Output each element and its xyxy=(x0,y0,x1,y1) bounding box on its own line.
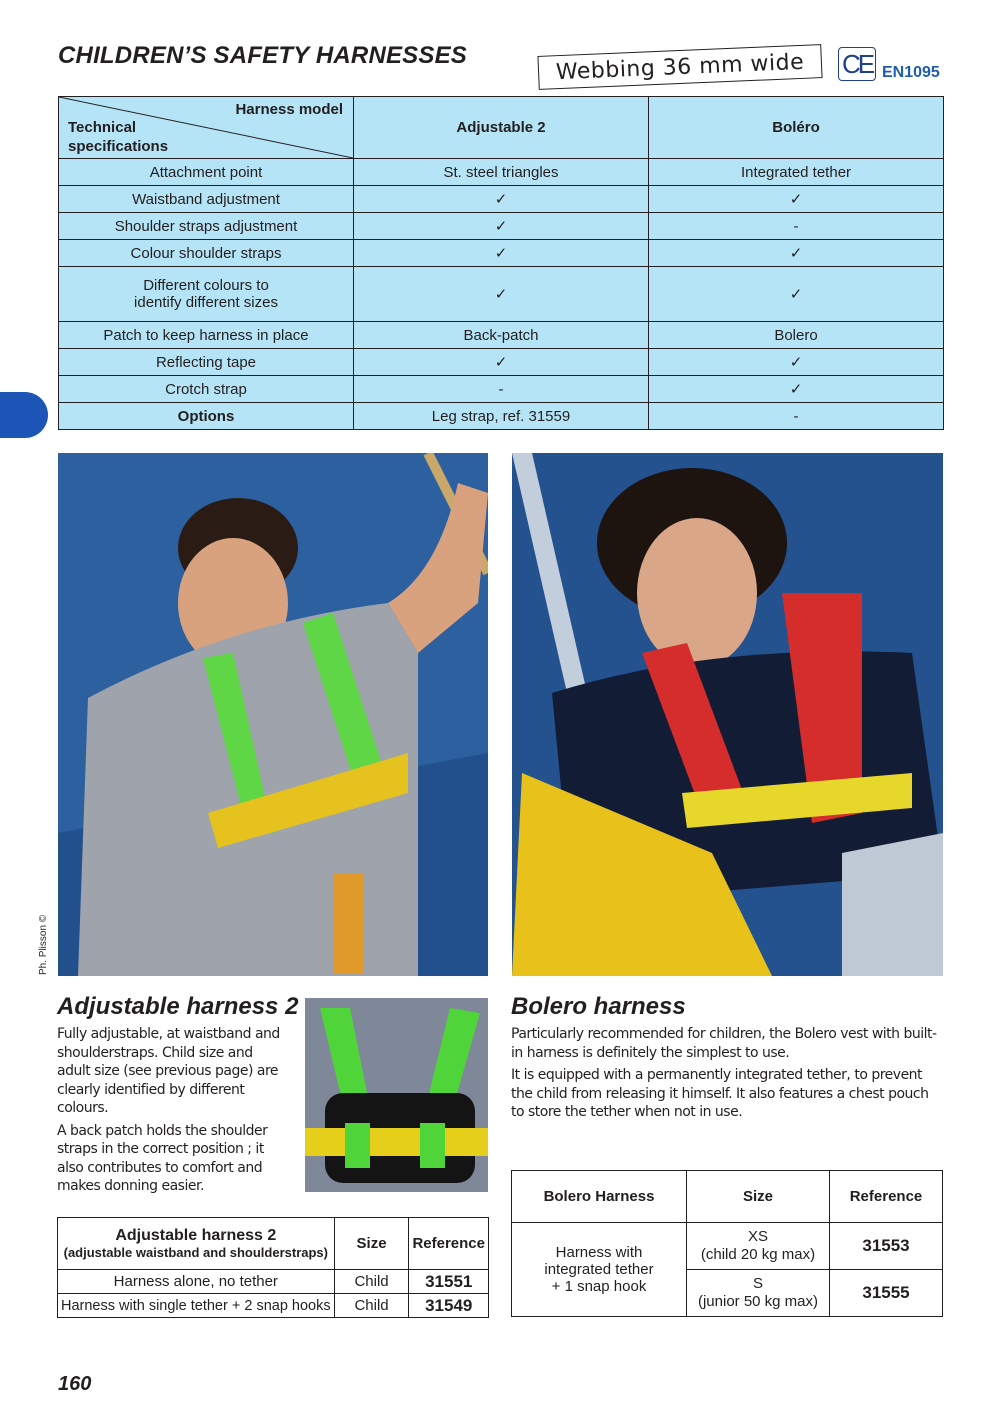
spec-cell: - xyxy=(354,376,649,403)
table-header-cell: Size xyxy=(334,1218,409,1270)
spec-row-label: Different colours to identify different sizes xyxy=(59,267,354,322)
spec-cell: ✓ xyxy=(354,213,649,240)
spec-row-label: Attachment point xyxy=(59,159,354,186)
spec-cell: ✓ xyxy=(354,240,649,267)
photo-credit: Ph. Plisson © xyxy=(38,914,49,975)
table-cell: 31555 xyxy=(830,1270,943,1317)
table-header-row xyxy=(512,1171,943,1223)
adjustable-product-table xyxy=(57,1217,489,1318)
section-tab xyxy=(0,392,48,438)
ce-mark-icon: CE xyxy=(838,47,876,81)
table-cell: 31553 xyxy=(830,1223,943,1270)
table-head-title: Adjustable harness 2 xyxy=(115,1227,277,1244)
table-cell: 31549 xyxy=(409,1294,489,1318)
adjustable-description xyxy=(57,1025,287,1200)
spec-row xyxy=(59,403,944,430)
spec-cell: ✓ xyxy=(649,376,944,403)
spec-row-label: Shoulder straps adjustment xyxy=(59,213,354,240)
spec-cell: Leg strap, ref. 31559 xyxy=(354,403,649,430)
table-cell: Child xyxy=(334,1270,409,1294)
spec-cell: Bolero xyxy=(649,322,944,349)
spec-row-label: Reflecting tape xyxy=(59,349,354,376)
corner-bottom-label: Technical specifications xyxy=(68,119,169,155)
spec-corner-cell xyxy=(59,97,354,159)
table-cell: Child xyxy=(334,1294,409,1318)
spec-cell: - xyxy=(649,403,944,430)
table-row xyxy=(512,1223,943,1270)
spec-cell: ✓ xyxy=(649,186,944,213)
table-row xyxy=(58,1294,489,1318)
spec-row xyxy=(59,213,944,240)
table-cell: Harness with integrated tether + 1 snap hook xyxy=(512,1223,687,1317)
bolero-product-table xyxy=(511,1170,943,1317)
spec-row xyxy=(59,159,944,186)
spec-cell: St. steel triangles xyxy=(354,159,649,186)
spec-row xyxy=(59,322,944,349)
size-label: XS xyxy=(747,1228,768,1245)
table-cell: Harness with single tether + 2 snap hooks xyxy=(58,1294,335,1318)
spec-cell: ✓ xyxy=(649,240,944,267)
table-cell xyxy=(687,1270,830,1317)
spec-row xyxy=(59,267,944,322)
photo-boy-adjustable-harness xyxy=(58,453,488,976)
spec-cell: ✓ xyxy=(354,186,649,213)
size-note: (child 20 kg max) xyxy=(700,1246,816,1263)
page-number: 160 xyxy=(58,1373,92,1395)
table-cell: Harness alone, no tether xyxy=(58,1270,335,1294)
spec-row xyxy=(59,376,944,403)
spec-row xyxy=(59,186,944,213)
spec-cell: Integrated tether xyxy=(649,159,944,186)
table-header-cell: Reference xyxy=(830,1171,943,1223)
bolero-description xyxy=(511,1025,943,1126)
table-header-row xyxy=(58,1218,489,1270)
table-header-cell: Size xyxy=(687,1171,830,1223)
spec-cell: ✓ xyxy=(649,267,944,322)
adjustable-paragraph: Fully adjustable, at waistband and shoulderstraps. Child size and adult size (see previous page) are clearly identified by different colours. xyxy=(57,1026,280,1116)
spec-cell: Back-patch xyxy=(354,322,649,349)
webbing-stamp: Webbing 36 mm wide xyxy=(537,44,822,90)
spec-row xyxy=(59,349,944,376)
table-cell xyxy=(687,1223,830,1270)
size-note: (junior 50 kg max) xyxy=(697,1293,819,1310)
table-cell: 31551 xyxy=(409,1270,489,1294)
spec-table xyxy=(58,96,944,430)
spec-row-label: Colour shoulder straps xyxy=(59,240,354,267)
bolero-heading: Bolero harness xyxy=(511,993,686,1020)
spec-cell: - xyxy=(649,213,944,240)
spec-row-label: Patch to keep harness in place xyxy=(59,322,354,349)
spec-header-row xyxy=(59,97,944,159)
table-head-subtitle: (adjustable waistband and shoulderstraps) xyxy=(63,1245,328,1260)
bolero-paragraph: It is equipped with a permanently integrated tether, to prevent the child from releasing it himself. It also features a chest pouch to store the tether when not in use. xyxy=(511,1067,929,1120)
spec-row-label: Crotch strap xyxy=(59,376,354,403)
table-header-cell: Bolero Harness xyxy=(512,1171,687,1223)
photo-back-patch xyxy=(305,998,488,1192)
table-header-cell xyxy=(58,1218,335,1270)
adjustable-heading: Adjustable harness 2 xyxy=(57,993,299,1020)
corner-top-label: Harness model xyxy=(235,101,343,118)
spec-col-header: Adjustable 2 xyxy=(354,97,649,159)
size-label: S xyxy=(752,1275,763,1292)
spec-row-label: Waistband adjustment xyxy=(59,186,354,213)
bolero-paragraph: Particularly recommended for children, the Bolero vest with built-in harness is definitely the simplest to use. xyxy=(511,1026,937,1061)
spec-col-header: Boléro xyxy=(649,97,944,159)
photo-girl-bolero-harness xyxy=(512,453,943,976)
spec-cell: ✓ xyxy=(354,267,649,322)
page-title: CHILDREN’S SAFETY HARNESSES xyxy=(58,42,468,69)
table-header-cell: Reference xyxy=(409,1218,489,1270)
spec-cell: ✓ xyxy=(649,349,944,376)
spec-row xyxy=(59,240,944,267)
standard-label: EN1095 xyxy=(882,64,940,81)
spec-row-label: Options xyxy=(59,403,354,430)
spec-cell: ✓ xyxy=(354,349,649,376)
adjustable-paragraph: A back patch holds the shoulder straps in the correct position ; it also contributes to comfort and makes donning easier. xyxy=(57,1122,268,1194)
table-row xyxy=(58,1270,489,1294)
